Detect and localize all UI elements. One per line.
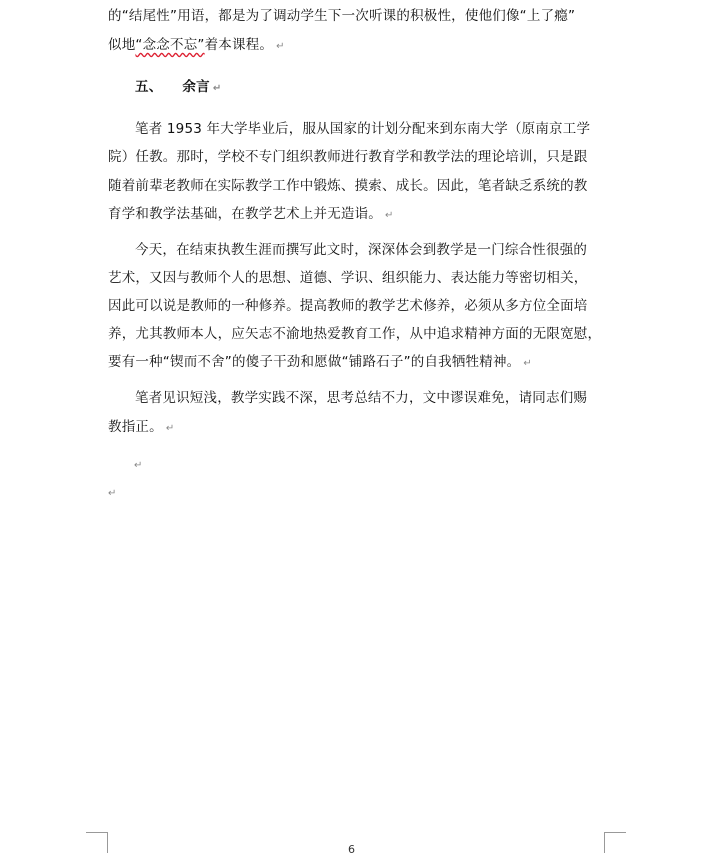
- paragraph-mark-icon: ↵: [108, 488, 117, 499]
- body-line: [108, 145, 588, 165]
- text-span: 养，尤其教师本人，应矢志不渝地热爱教育工作，从中追求精神方面的无限宽慰，: [108, 326, 602, 342]
- body-line: [108, 33, 285, 53]
- heading-text: 余言: [182, 79, 210, 95]
- body-line: [108, 350, 532, 370]
- body-line: [135, 238, 587, 258]
- text-span: 笔者见识短浅，教学实践不深，思考总结不力，文中谬误难免，请同志们赐: [135, 390, 588, 406]
- paragraph-mark-icon: ↵: [385, 210, 394, 221]
- body-line: [135, 386, 587, 406]
- text-span: 似地: [108, 37, 136, 53]
- section-heading: [135, 75, 221, 95]
- empty-paragraph: [131, 456, 143, 472]
- text-span: 随着前辈老教师在实际教学工作中锻炼、摸索、成长。因此，笔者缺乏系统的教: [108, 178, 588, 194]
- text-span: 教指正。: [108, 419, 163, 435]
- text-span: 因此可以说是教师的一种修养。提高教师的教学艺术修养，必须从多方位全面培: [108, 298, 588, 314]
- text-span: 育学和教学法基础，在教学艺术上并无造诣。: [108, 206, 382, 222]
- body-line: [108, 415, 174, 435]
- text-span: 的“结尾性”用语，都是为了调动学生下一次听课的积极性，使他们像“上了瘾”: [108, 8, 576, 24]
- page-number: 6: [348, 843, 355, 856]
- text-span: 笔者 1953 年大学毕业后，服从国家的计划分配来到东南大学（原南京工学: [135, 121, 591, 137]
- crop-mark-bottom-right: [604, 832, 626, 853]
- paragraph-mark-icon: ↵: [134, 460, 143, 471]
- body-line: [108, 202, 394, 222]
- paragraph-mark-icon: ↵: [212, 83, 222, 94]
- crop-mark-bottom-left: [86, 832, 108, 853]
- text-span: 院）任教。那时，学校不专门组织教师进行教育学和教学法的理论培训，只是跟: [108, 149, 588, 165]
- text-span: 艺术，又因与教师个人的思想、道德、学识、组织能力、表达能力等密切相关，: [108, 270, 588, 286]
- body-line: [135, 117, 590, 137]
- spellcheck-underlined-text: “念念不忘”: [135, 37, 205, 53]
- body-line: [108, 266, 588, 286]
- body-line: [108, 4, 575, 24]
- text-span: 着本课程。: [204, 37, 274, 53]
- text-span: 今天，在结束执教生涯而撰写此文时，深深体会到教学是一门综合性很强的: [135, 242, 588, 258]
- text-span: 要有一种“锲而不舍”的傻子干劲和愿做“铺路石子”的自我牺牲精神。: [108, 354, 521, 370]
- body-line: [108, 294, 588, 314]
- paragraph-mark-icon: ↵: [165, 423, 175, 434]
- body-line: [108, 174, 588, 194]
- heading-number: 五、: [135, 79, 163, 95]
- paragraph-mark-icon: ↵: [276, 41, 285, 52]
- paragraph-mark-icon: ↵: [523, 358, 532, 369]
- body-line: [108, 322, 601, 342]
- empty-paragraph: [105, 484, 117, 500]
